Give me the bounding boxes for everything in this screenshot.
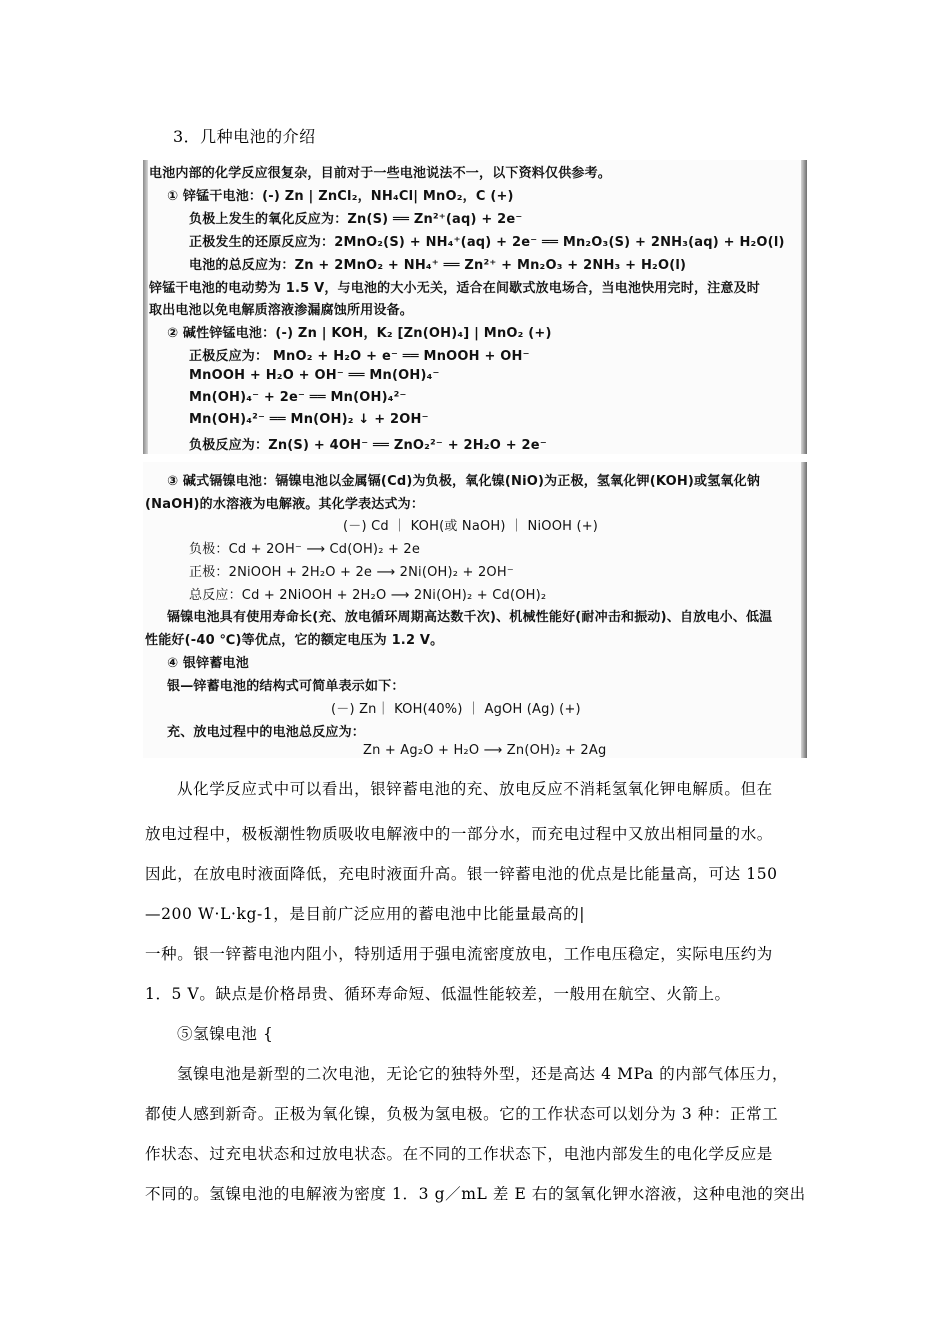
scan-line: 负极：Cd + 2OH⁻ ⟶ Cd(OH)₂ + 2e	[189, 542, 421, 557]
scan-line: 取出电池以免电解质溶液渗漏腐蚀所用设备。	[149, 303, 414, 318]
scan-edge-shadow	[143, 160, 148, 454]
scan-line: Mn(OH)₄²⁻ ══ Mn(OH)₂ ↓ + 2OH⁻	[189, 412, 429, 427]
scan-line: 银—锌蓄电池的结构式可简单表示如下：	[167, 679, 405, 694]
paragraph-line: 氢镍电池是新型的二次电池，无论它的独特外型，还是高达 4 MPa 的内部气体压力，	[177, 1065, 789, 1083]
paragraph-line: 一种。银一锌蓄电池内阻小，特别适用于强电流密度放电，工作电压稳定，实际电压约为	[145, 945, 773, 963]
scan-line: 充、放电过程中的电池总反应为：	[167, 725, 366, 740]
scan-line: 负极反应为：Zn(S) + 4OH⁻ ══ ZnO₂²⁻ + 2H₂O + 2e⁻	[189, 438, 547, 453]
scan-line: 总反应：Cd + 2NiOOH + 2H₂O ⟶ 2Ni(OH)₂ + Cd(OH)₂	[189, 588, 547, 603]
paragraph-line: 不同的。氢镍电池的电解液为密度 1．3 g／mL 差 E 右的氢氧化钾水溶液，这种电池的突出	[145, 1185, 806, 1203]
scan-line: Zn + Ag₂O + H₂O ⟶ Zn(OH)₂ + 2Ag	[363, 743, 607, 758]
scan-line: ① 锌锰干电池：(-) Zn | ZnCl₂，NH₄Cl| MnO₂，C (+)	[167, 189, 514, 204]
scan-line: (NaOH)的水溶液为电解液。其化学表达式为：	[145, 497, 425, 512]
scanned-excerpt-2	[143, 462, 807, 758]
scan-line: 电池的总反应为：Zn + 2MnO₂ + NH₄⁺ ══ Zn²⁺ + Mn₂O₃ + 2NH₃ + H₂O(l)	[189, 258, 687, 273]
scan-line: ③ 碱式镉镍电池：镉镍电池以金属镉(Cd)为负极，氧化镍(NiO)为正极，氢氧化钾(KOH)或氢氧化钠	[167, 474, 761, 489]
subsection-heading: ⑤氢镍电池 {	[177, 1025, 274, 1043]
paragraph-line: 作状态、过充电状态和过放电状态。在不同的工作状态下，电池内部发生的电化学反应是	[145, 1145, 773, 1163]
scan-line: 电池内部的化学反应很复杂，目前对于一些电池说法不一，以下资料仅供参考。	[149, 166, 612, 181]
scan-line: 性能好(-40 ℃)等优点，它的额定电压为 1.2 V。	[145, 633, 444, 648]
scan-line: (－) Zn｜ KOH(40%) ｜ AgOH (Ag) (+)	[331, 702, 581, 717]
scan-line: Mn(OH)₄⁻ + 2e⁻ ══ Mn(OH)₄²⁻	[189, 390, 407, 405]
scan-line: 负极上发生的氧化反应为：Zn(S) ══ Zn²⁺(aq) + 2e⁻	[189, 212, 523, 227]
paragraph-line: 从化学反应式中可以看出，银锌蓄电池的充、放电反应不消耗氢氧化钾电解质。但在	[177, 780, 773, 798]
scan-line: ④ 银锌蓄电池	[167, 656, 249, 671]
paragraph-line: 因此，在放电时液面降低，充电时液面升高。银一锌蓄电池的优点是比能量高，可达 150	[145, 865, 778, 883]
scan-line: 正极反应为： MnO₂ + H₂O + e⁻ ══ MnOOH + OH⁻	[189, 349, 530, 364]
paragraph-line: —200 W·L·kg-1，是目前广泛应用的蓄电池中比能量最高的|	[145, 905, 586, 923]
scan-line: (－) Cd ｜ KOH(或 NaOH) ｜ NiOOH (+)	[343, 519, 599, 534]
scan-line: ② 碱性锌锰电池：(-) Zn | KOH，K₂ [Zn(OH)₄] | MnO₂ (+)	[167, 326, 552, 341]
scan-line: 镉镍电池具有使用寿命长(充、放电循环周期高达数千次)、机械性能好(耐冲击和振动)、自放电小、低温	[167, 610, 773, 625]
section-heading: 3．几种电池的介绍	[173, 127, 316, 146]
scanned-excerpt-1	[143, 160, 807, 454]
paragraph-line: 1．5 V。缺点是价格昂贵、循环寿命短、低温性能较差，一般用在航空、火箭上。	[145, 985, 731, 1003]
scan-edge-shadow	[801, 160, 807, 454]
scan-line: 正极发生的还原反应为：2MnO₂(S) + NH₄⁺(aq) + 2e⁻ ══ Mn₂O₃(S) + 2NH₃(aq) + H₂O(l)	[189, 235, 785, 250]
scan-line: 锌锰干电池的电动势为 1.5 V，与电池的大小无关，适合在间歇式放电场合，当电池快用完时，注意及时	[149, 281, 760, 296]
scan-line: 正极：2NiOOH + 2H₂O + 2e ⟶ 2Ni(OH)₂ + 2OH⁻	[189, 565, 514, 580]
paragraph-line: 放电过程中，极板潮性物质吸收电解液中的一部分水，而充电过程中又放出相同量的水。	[145, 825, 773, 843]
scan-line: MnOOH + H₂O + OH⁻ ══ Mn(OH)₄⁻	[189, 368, 440, 383]
paragraph-line: 都使人感到新奇。正极为氧化镍，负极为氢电极。它的工作状态可以划分为 3 种：正常工	[145, 1105, 779, 1123]
scan-edge-shadow	[801, 462, 807, 758]
